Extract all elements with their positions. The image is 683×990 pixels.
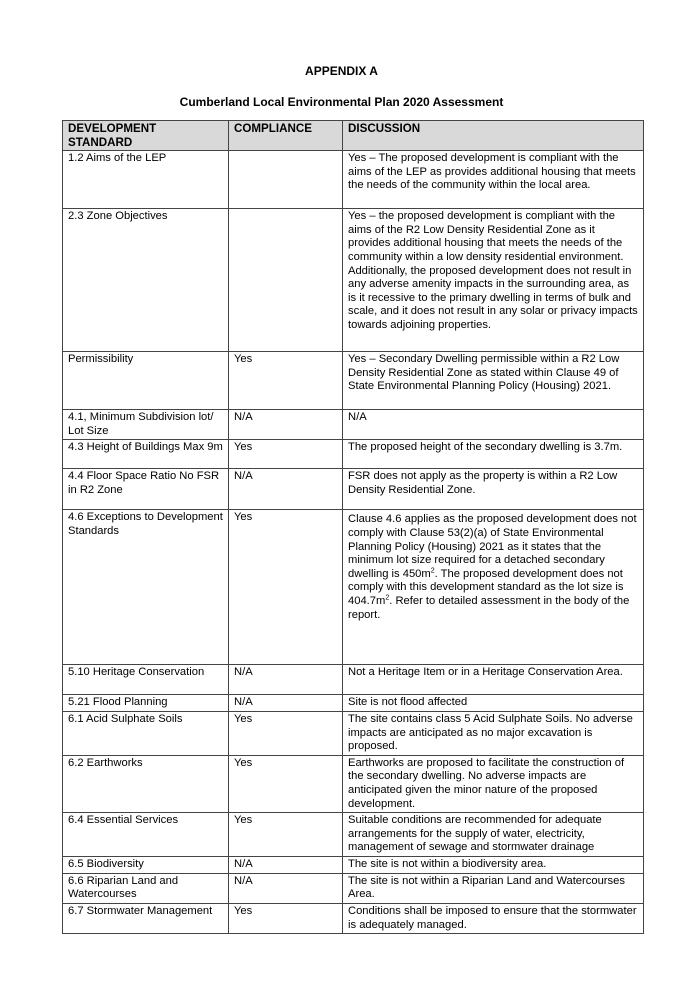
cell-discussion: The site is not within a biodiversity area.	[343, 857, 644, 874]
cell-compliance: N/A	[229, 857, 343, 874]
cell-compliance: Yes	[229, 352, 343, 410]
cell-standard: 6.6 Riparian Land and Watercourses	[63, 873, 229, 903]
table-row	[63, 469, 644, 510]
cell-compliance: N/A	[229, 410, 343, 440]
table-row	[63, 209, 644, 352]
cell-standard: 4.4 Floor Space Ratio No FSR in R2 Zone	[63, 469, 229, 510]
header-development-standard: DEVELOPMENT STANDARD	[63, 121, 229, 151]
cell-compliance: Yes	[229, 510, 343, 665]
table-row	[63, 151, 644, 209]
cell-standard: Permissibility	[63, 352, 229, 410]
cell-compliance: Yes	[229, 755, 343, 812]
cell-compliance: Yes	[229, 813, 343, 857]
table-row	[63, 813, 644, 857]
table-row	[63, 711, 644, 755]
assessment-table	[62, 120, 644, 934]
cell-discussion: FSR does not apply as the property is within a R2 Low Density Residential Zone.	[343, 469, 644, 510]
cell-compliance: N/A	[229, 873, 343, 903]
cell-discussion: The site is not within a Riparian Land and Watercourses Area.	[343, 873, 644, 903]
cell-discussion: The proposed height of the secondary dwelling is 3.7m.	[343, 440, 644, 469]
cell-discussion: The site contains class 5 Acid Sulphate Soils. No adverse impacts are anticipated as no major excavation is proposed.	[343, 711, 644, 755]
cell-discussion: Not a Heritage Item or in a Heritage Conservation Area.	[343, 665, 644, 695]
assessment-subtitle: Cumberland Local Environmental Plan 2020 Assessment	[179, 95, 504, 109]
cell-discussion: Conditions shall be imposed to ensure that the stormwater is adequately managed.	[343, 903, 644, 933]
table-row	[63, 440, 644, 469]
cell-standard: 4.6 Exceptions to Development Standards	[63, 510, 229, 665]
cell-discussion: Yes – The proposed development is compliant with the aims of the LEP as provides additional housing that meets the needs of the community within the local area.	[343, 151, 644, 209]
cell-standard: 1.2 Aims of the LEP	[63, 151, 229, 209]
cell-standard: 2.3 Zone Objectives	[63, 209, 229, 352]
cell-compliance: Yes	[229, 440, 343, 469]
cell-compliance: Yes	[229, 711, 343, 755]
cell-discussion: Yes – Secondary Dwelling permissible within a R2 Low Density Residential Zone as stated within Clause 49 of State Environmental Planning Policy (Housing) 2021.	[343, 352, 644, 410]
cell-discussion: Yes – the proposed development is compliant with the aims of the R2 Low Density Residential Zone as it provides additional housing that meets the needs of the community within a low density residential environment. Additionally, the proposed development does not result in any adverse amenity impacts in the surrounding area, as is it recessive to the primary dwelling in terms of bulk and scale, and it does not result in any solar or privacy impacts towards adjoining properties.	[343, 209, 644, 352]
table-row	[63, 665, 644, 695]
table-row	[63, 903, 644, 933]
cell-compliance	[229, 209, 343, 352]
table-row	[63, 873, 644, 903]
table-row	[63, 695, 644, 712]
table-row	[63, 410, 644, 440]
cell-discussion: N/A	[343, 410, 644, 440]
cell-compliance: N/A	[229, 665, 343, 695]
table-row	[63, 755, 644, 812]
cell-compliance: N/A	[229, 695, 343, 712]
cell-compliance: N/A	[229, 469, 343, 510]
cell-discussion: Earthworks are proposed to facilitate the construction of the secondary dwelling. No adverse impacts are anticipated given the minor nature of the proposed development.	[343, 755, 644, 812]
cell-compliance: Yes	[229, 903, 343, 933]
cell-standard: 4.3 Height of Buildings Max 9m	[63, 440, 229, 469]
table-row	[63, 352, 644, 410]
header-compliance: COMPLIANCE	[229, 121, 343, 151]
table-header-row	[63, 121, 644, 151]
cell-discussion: Clause 4.6 applies as the proposed development does not comply with Clause 53(2)(a) of State Environmental Planning Policy (Housing) 2021 as it states that the minimum lot size required for a detached secondary dwelling is $450m^2$. The proposed development does not comply with this development standard as the lot size is $404.7m^2$. Refer to detailed assessment in the body of the report.	[343, 510, 644, 665]
table-row	[63, 857, 644, 874]
cell-standard: 5.10 Heritage Conservation	[63, 665, 229, 695]
cell-standard: 6.5 Biodiversity	[63, 857, 229, 874]
cell-standard: 6.2 Earthworks	[63, 755, 229, 812]
cell-standard: 4.1, Minimum Subdivision lot/ Lot Size	[63, 410, 229, 440]
appendix-title: APPENDIX A	[305, 64, 378, 78]
table-row	[63, 510, 644, 665]
cell-discussion: Suitable conditions are recommended for adequate arrangements for the supply of water, electricity, management of sewage and stormwater drainage	[343, 813, 644, 857]
cell-standard: 6.4 Essential Services	[63, 813, 229, 857]
cell-standard: 6.7 Stormwater Management	[63, 903, 229, 933]
header-discussion: DISCUSSION	[343, 121, 644, 151]
cell-compliance	[229, 151, 343, 209]
cell-discussion: Site is not flood affected	[343, 695, 644, 712]
cell-standard: 5.21 Flood Planning	[63, 695, 229, 712]
cell-standard: 6.1 Acid Sulphate Soils	[63, 711, 229, 755]
